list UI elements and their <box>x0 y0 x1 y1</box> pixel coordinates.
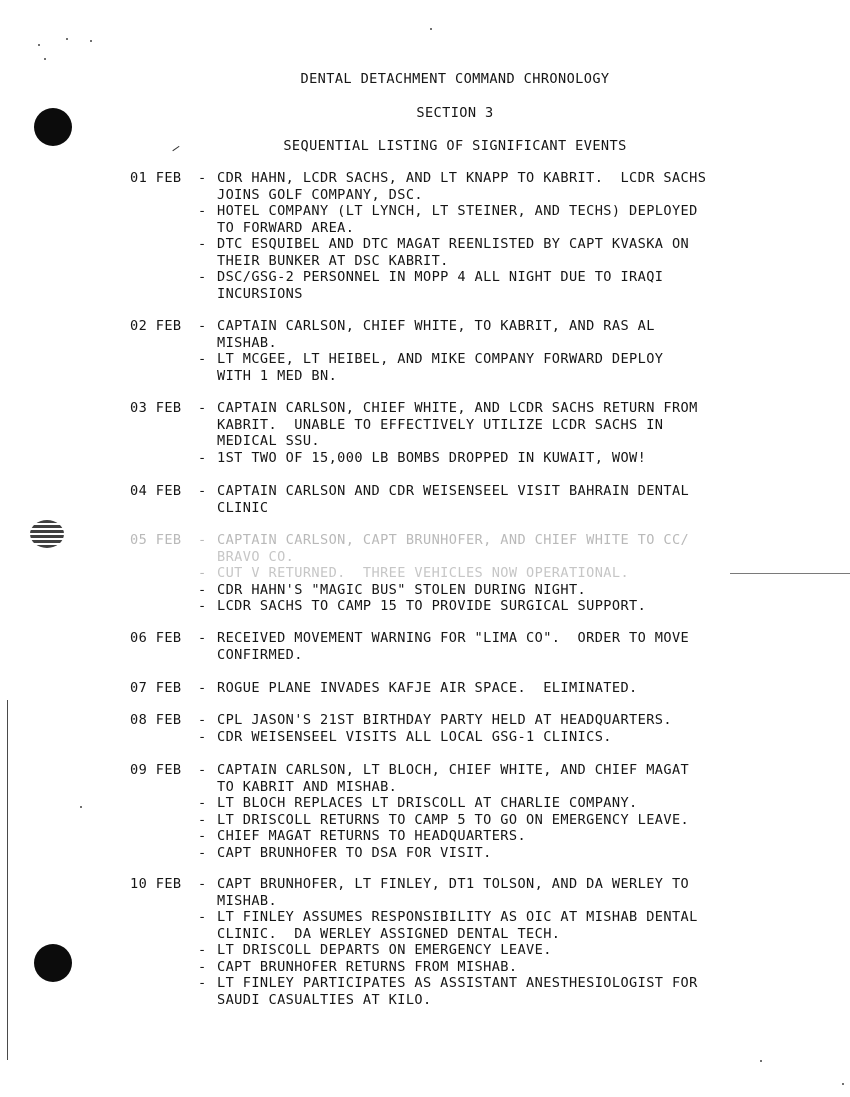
entry-10-feb: 10 FEB - CAPT BRUNHOFER, LT FINLEY, DT1 TOLSON, AND DA WERLEY TO MISHAB. - LT FINLEY ASSUMES RESPONSIBILITY AS OIC AT MISHAB DENTAL CLINIC. DA WERLEY ASSIGNED DENTAL TECH. - LT DRISCOLL DEPARTS ON EMERGENCY LEAVE. - CAPT BRUNHOFER RETURNS FROM MISHAB. - LT FINLEY PARTICIPATES AS ASSISTANT ANESTHESIOLOGIST FOR SAUDI CASUALTIES AT KILO. <box>130 876 698 1008</box>
scan-speck <box>44 58 46 60</box>
entry-text: DTC ESQUIBEL AND DTC MAGAT REENLISTED BY CAPT KVASKA ON <box>217 236 690 252</box>
entry-text: JOINS GOLF COMPANY, DSC. <box>217 186 424 203</box>
entry-text: KABRIT. UNABLE TO EFFECTIVELY UTILIZE LCDR SACHS IN <box>217 416 664 433</box>
section-label: SECTION 3 <box>416 105 494 121</box>
entry-text: INCURSIONS <box>217 285 303 302</box>
entry-text: CPL JASON'S 21ST BIRTHDAY PARTY HELD AT HEADQUARTERS. <box>217 712 672 728</box>
entry-text: LT FINLEY ASSUMES RESPONSIBILITY AS OIC AT MISHAB DENTAL <box>217 909 698 925</box>
entry-text: SAUDI CASUALTIES AT KILO. <box>217 991 432 1008</box>
entry-text: TO FORWARD AREA. <box>217 219 355 236</box>
scan-speck <box>430 28 432 30</box>
entry-text: 1ST TWO OF 15,000 LB BOMBS DROPPED IN KUWAIT, WOW! <box>217 449 647 466</box>
entry-text: LT BLOCH REPLACES LT DRISCOLL AT CHARLIE COMPANY. <box>217 795 638 811</box>
entry-date: 04 FEB <box>130 483 182 499</box>
entry-text: CLINIC <box>217 499 269 516</box>
entry-09-feb: 09 FEB - CAPTAIN CARLSON, LT BLOCH, CHIEF WHITE, AND CHIEF MAGAT TO KABRIT AND MISHAB. - LT BLOCH REPLACES LT DRISCOLL AT CHARLIE COMPANY. - LT DRISCOLL RETURNS TO CAMP 5 TO GO ON EMERGENCY LEAVE. - CHIEF MAGAT RETURNS TO HEADQUARTERS. - CAPT BRUNHOFER TO DSA FOR VISIT. <box>130 762 690 861</box>
entry-date: 09 FEB <box>130 762 182 778</box>
entry-text: HOTEL COMPANY (LT LYNCH, LT STEINER, AND TECHS) DEPLOYED <box>217 203 698 219</box>
entry-text: CDR HAHN, LCDR SACHS, AND LT KNAPP TO KABRIT. LCDR SACHS <box>217 170 707 186</box>
entry-text: TO KABRIT AND MISHAB. <box>217 778 398 795</box>
entry-text: CAPT BRUNHOFER TO DSA FOR VISIT. <box>217 844 492 861</box>
scan-speck <box>90 40 92 42</box>
punch-hole-bottom <box>34 944 72 982</box>
scan-speck <box>80 806 82 808</box>
entry-text: CAPT BRUNHOFER, LT FINLEY, DT1 TOLSON, AND DA WERLEY TO <box>217 876 690 892</box>
entry-text: MISHAB. <box>217 334 278 351</box>
entry-text: CAPTAIN CARLSON, CAPT BRUNHOFER, AND CHIEF WHITE TO CC/ <box>217 532 690 548</box>
entry-07-feb: 07 FEB - ROGUE PLANE INVADES KAFJE AIR SPACE. ELIMINATED. <box>130 680 638 696</box>
entry-text: CAPTAIN CARLSON, CHIEF WHITE, TO KABRIT, AND RAS AL <box>217 318 655 334</box>
entry-text: WITH 1 MED BN. <box>217 367 338 384</box>
scan-speck <box>842 1083 844 1085</box>
binder-mark <box>30 520 64 548</box>
document-subtitle: SEQUENTIAL LISTING OF SIGNIFICANT EVENTS <box>283 138 627 154</box>
entry-02-feb: 02 FEB - CAPTAIN CARLSON, CHIEF WHITE, TO KABRIT, AND RAS AL MISHAB. - LT MCGEE, LT HEIBEL, AND MIKE COMPANY FORWARD DEPLOY WITH 1 MED BN. <box>130 318 664 384</box>
entry-text: CDR HAHN'S "MAGIC BUS" STOLEN DURING NIGHT. <box>217 581 587 598</box>
entry-03-feb: 03 FEB - CAPTAIN CARLSON, CHIEF WHITE, AND LCDR SACHS RETURN FROM KABRIT. UNABLE TO EFFECTIVELY UTILIZE LCDR SACHS IN MEDICAL SSU. - 1ST TWO OF 15,000 LB BOMBS DROPPED IN KUWAIT, WOW! <box>130 400 698 466</box>
entry-text: LT DRISCOLL RETURNS TO CAMP 5 TO GO ON EMERGENCY LEAVE. <box>217 811 690 828</box>
entry-text: CAPTAIN CARLSON AND CDR WEISENSEEL VISIT BAHRAIN DENTAL <box>217 483 690 499</box>
entry-text: CUT V RETURNED. THREE VEHICLES NOW OPERATIONAL. <box>217 565 630 581</box>
entry-01-feb: 01 FEB - CDR HAHN, LCDR SACHS, AND LT KNAPP TO KABRIT. LCDR SACHS JOINS GOLF COMPANY, DSC. - HOTEL COMPANY (LT LYNCH, LT STEINER, AND TECHS) DEPLOYED TO FORWARD AREA. - DTC ESQUIBEL AND DTC MAGAT REENLISTED BY CAPT KVASKA ON THEIR BUNKER AT DSC KABRIT. - DSC/GSG-2 PERSONNEL IN MOPP 4 ALL NIGHT DUE TO IRAQI INCURSIONS <box>130 170 707 302</box>
entry-05-feb-continued: - CDR HAHN'S "MAGIC BUS" STOLEN DURING NIGHT. - LCDR SACHS TO CAMP 15 TO PROVIDE SURGICAL SUPPORT. <box>198 581 647 614</box>
entry-date: 02 FEB <box>130 318 182 334</box>
entry-date: 03 FEB <box>130 400 182 416</box>
entry-text: CONFIRMED. <box>217 646 303 663</box>
entry-text: DSC/GSG-2 PERSONNEL IN MOPP 4 ALL NIGHT DUE TO IRAQI <box>217 269 664 285</box>
entry-text: CDR WEISENSEEL VISITS ALL LOCAL GSG-1 CLINICS. <box>217 728 612 745</box>
scan-speck <box>66 38 68 40</box>
entry-text: BRAVO CO. <box>217 548 295 565</box>
entry-text: LT FINLEY PARTICIPATES AS ASSISTANT ANESTHESIOLOGIST FOR <box>217 975 698 991</box>
entry-text: MISHAB. <box>217 892 278 909</box>
entry-text: MEDICAL SSU. <box>217 433 321 449</box>
entry-date: 10 FEB <box>130 876 182 892</box>
entry-05-feb: 05 FEB - CAPTAIN CARLSON, CAPT BRUNHOFER, AND CHIEF WHITE TO CC/ BRAVO CO. - CUT V RETURNED. THREE VEHICLES NOW OPERATIONAL. <box>130 532 830 582</box>
scan-speck <box>38 44 40 46</box>
entry-text: CAPT BRUNHOFER RETURNS FROM MISHAB. <box>217 958 518 975</box>
scan-speck <box>760 1060 762 1062</box>
entry-04-feb: 04 FEB - CAPTAIN CARLSON AND CDR WEISENSEEL VISIT BAHRAIN DENTAL CLINIC <box>130 483 690 516</box>
entry-text: CAPTAIN CARLSON, LT BLOCH, CHIEF WHITE, AND CHIEF MAGAT <box>217 762 690 778</box>
entry-text: THEIR BUNKER AT DSC KABRIT. <box>217 252 449 269</box>
entry-text: CLINIC. DA WERLEY ASSIGNED DENTAL TECH. <box>217 925 561 942</box>
entry-text: RECEIVED MOVEMENT WARNING FOR "LIMA CO". ORDER TO MOVE <box>217 630 690 646</box>
scan-rule-line <box>730 573 850 574</box>
entry-date: 06 FEB <box>130 630 182 646</box>
entry-text: CHIEF MAGAT RETURNS TO HEADQUARTERS. <box>217 828 527 844</box>
scan-edge-line <box>7 700 8 1060</box>
entry-date: 08 FEB <box>130 712 182 728</box>
entry-06-feb: 06 FEB - RECEIVED MOVEMENT WARNING FOR "LIMA CO". ORDER TO MOVE CONFIRMED. <box>130 630 690 663</box>
entry-date: 01 FEB <box>130 170 182 186</box>
entry-text: LT MCGEE, LT HEIBEL, AND MIKE COMPANY FORWARD DEPLOY <box>217 351 664 367</box>
entry-text: LCDR SACHS TO CAMP 15 TO PROVIDE SURGICAL SUPPORT. <box>217 598 647 614</box>
entry-text: CAPTAIN CARLSON, CHIEF WHITE, AND LCDR SACHS RETURN FROM <box>217 400 698 416</box>
entry-date: 05 FEB <box>130 532 182 548</box>
document-title: DENTAL DETACHMENT COMMAND CHRONOLOGY <box>300 71 610 87</box>
entry-date: 07 FEB <box>130 680 182 696</box>
entry-text: ROGUE PLANE INVADES KAFJE AIR SPACE. ELIMINATED. <box>217 680 638 696</box>
entry-08-feb: 08 FEB - CPL JASON'S 21ST BIRTHDAY PARTY HELD AT HEADQUARTERS. - CDR WEISENSEEL VISITS ALL LOCAL GSG-1 CLINICS. <box>130 712 672 745</box>
entry-text: LT DRISCOLL DEPARTS ON EMERGENCY LEAVE. <box>217 942 552 958</box>
